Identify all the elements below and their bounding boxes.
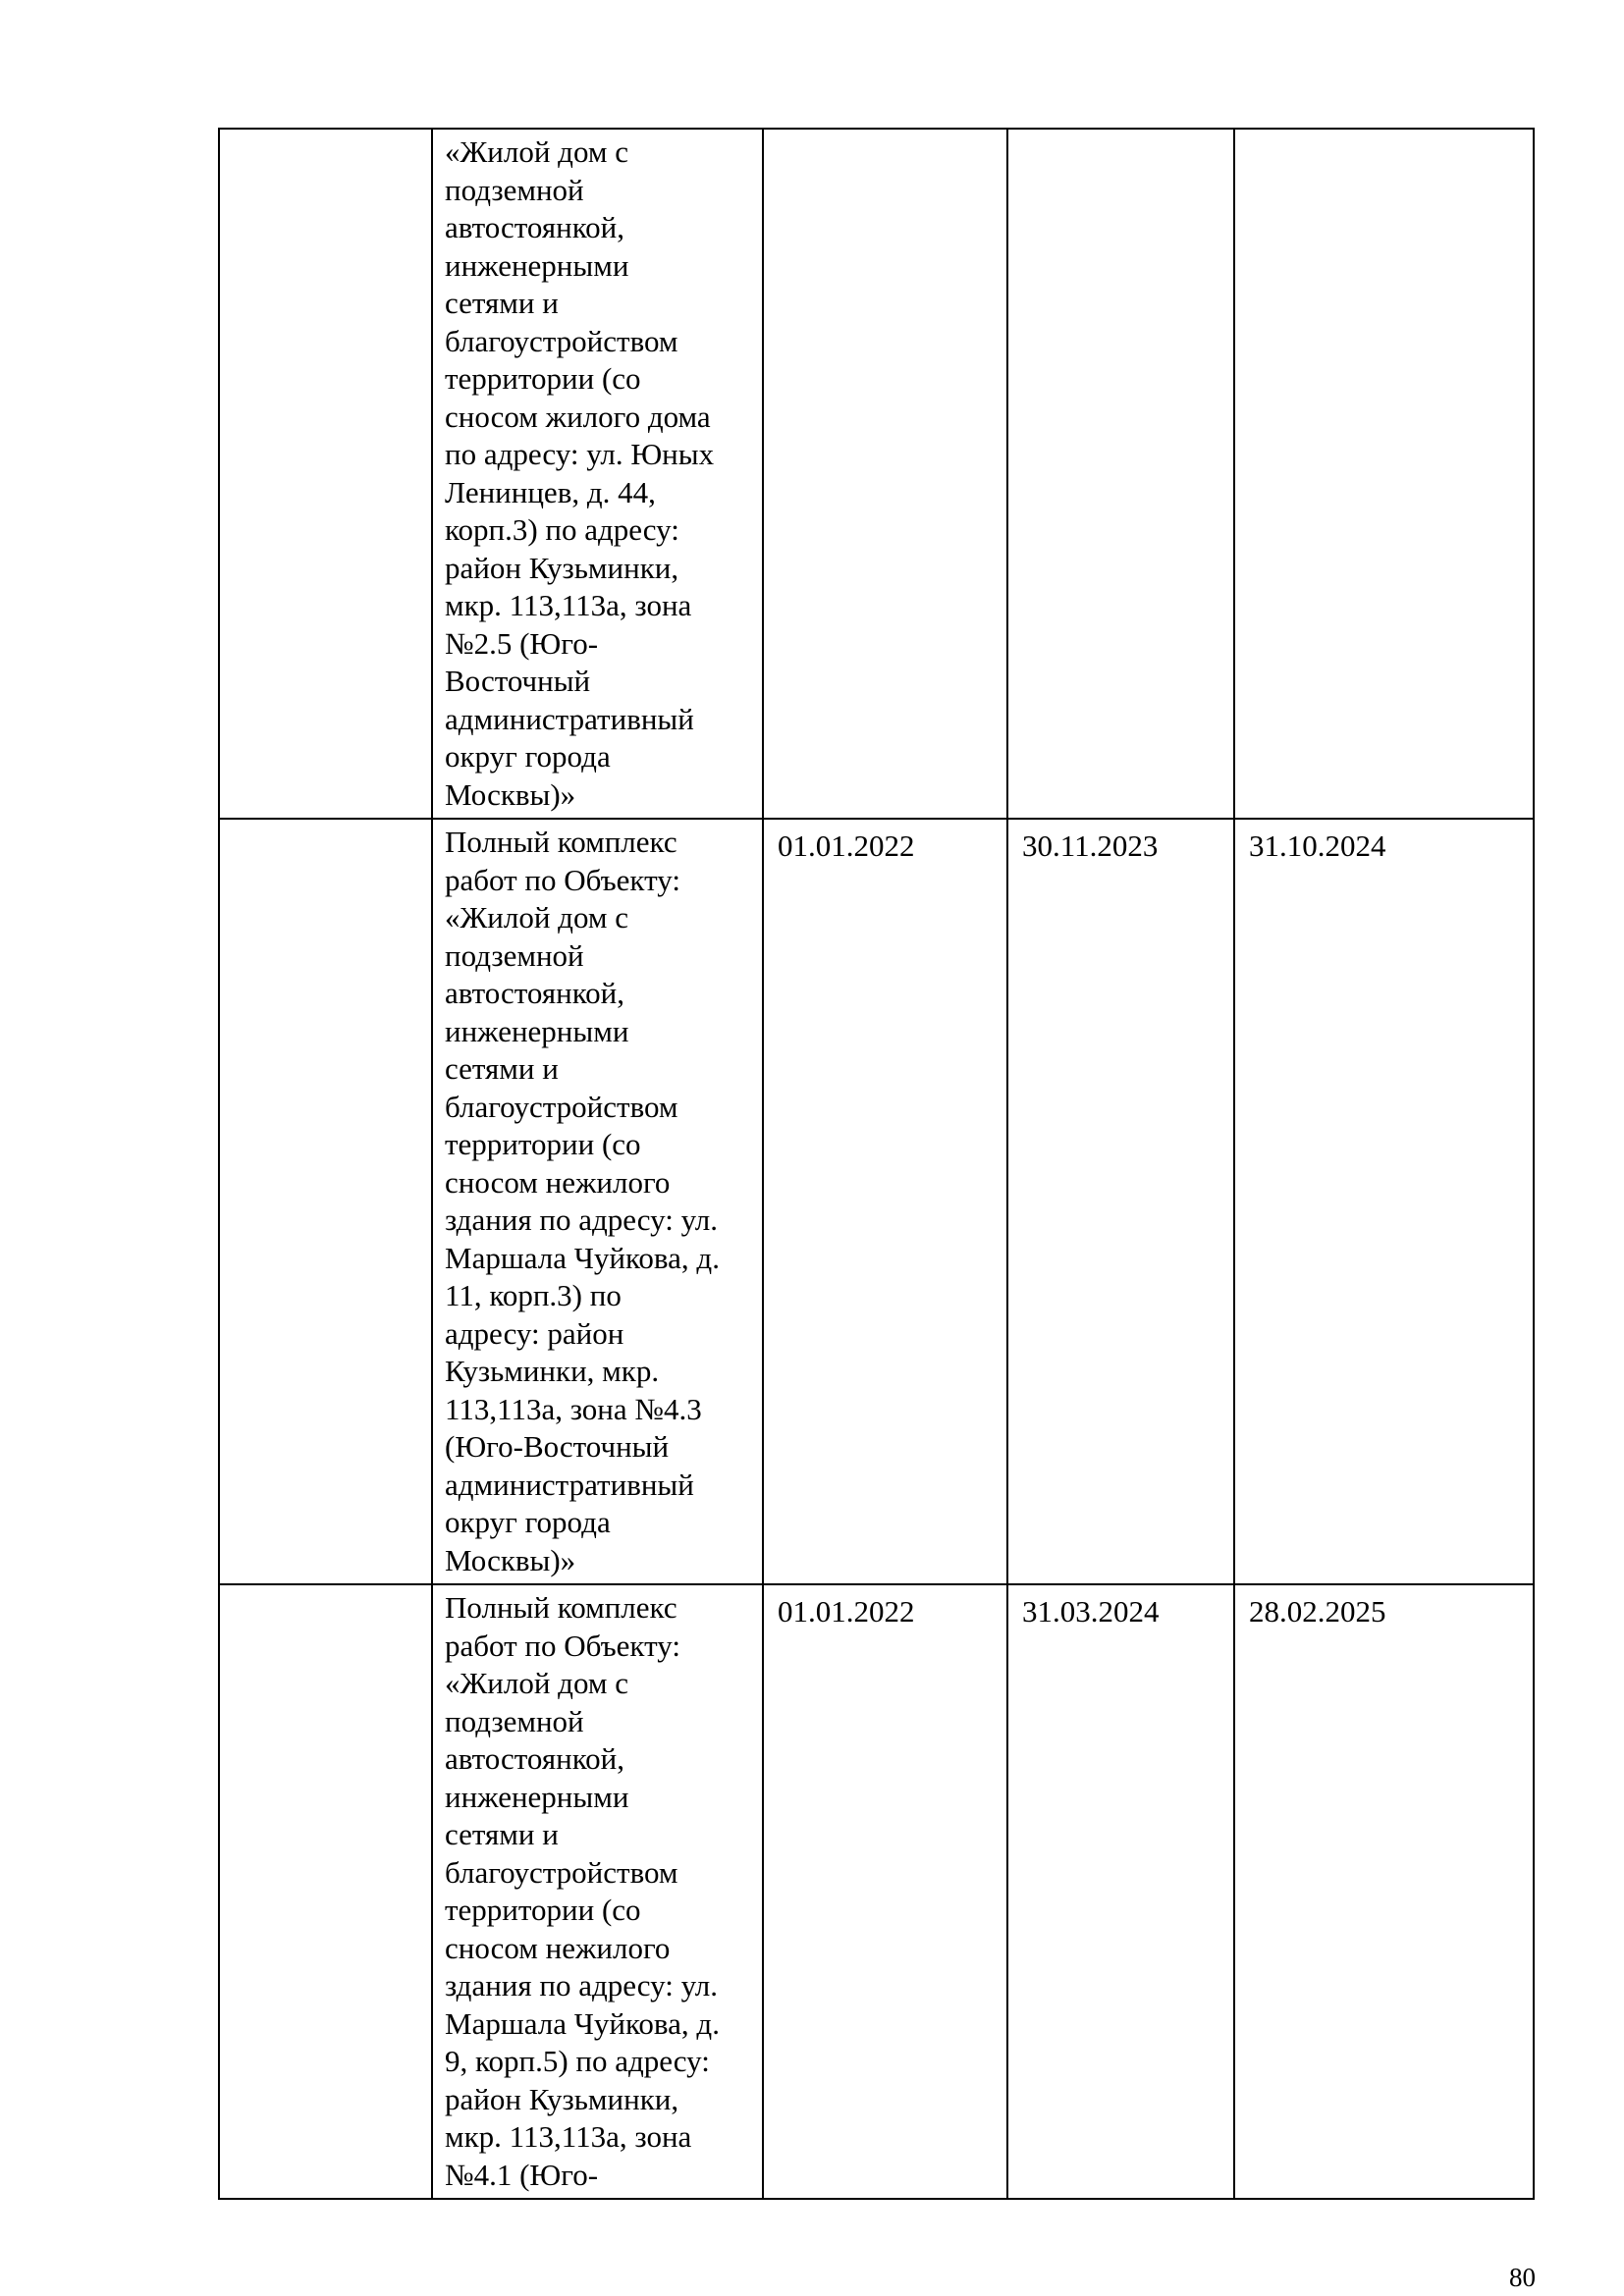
end-date-cell: 28.02.2025 [1234, 1584, 1534, 2199]
work-description-cell: Полный комплекс работ по Объекту: «Жилой дом с подземной автостоянкой, инженерными сетями и благоустройством территории (со сносом нежилого здания по адресу: ул. Маршала Чуйкова, д. 9, корп.5) по адресу: район Кузьминки, мкр. 113,113а, зона №4.1 (Юго- [432, 1584, 763, 2199]
middle-date-cell: 30.11.2023 [1007, 819, 1234, 1584]
work-description-cell: «Жилой дом с подземной автостоянкой, инженерными сетями и благоустройством территории (со сносом жилого дома по адресу: ул. Юных Ленинцев, д. 44, корп.3) по адресу: район Кузьминки, мкр. 113,113а, зона №2.5 (Юго- Восточный административный округ города Москвы)» [432, 129, 763, 819]
number-cell [219, 819, 432, 1584]
work-description-cell: Полный комплекс работ по Объекту: «Жилой дом с подземной автостоянкой, инженерными сетями и благоустройством территории (со сносом нежилого здания по адресу: ул. Маршала Чуйкова, д. 11, корп.3) по адресу: район Кузьминки, мкр. 113,113а, зона №4.3 (Юго-Восточный административный округ города Москвы)» [432, 819, 763, 1584]
start-date-cell: 01.01.2022 [763, 819, 1007, 1584]
page-number: 80 [1509, 2263, 1536, 2292]
middle-date-cell: 31.03.2024 [1007, 1584, 1234, 2199]
start-date-cell: 01.01.2022 [763, 1584, 1007, 2199]
table-row [219, 1584, 1534, 2199]
middle-date-cell [1007, 129, 1234, 819]
end-date-cell [1234, 129, 1534, 819]
end-date-cell: 31.10.2024 [1234, 819, 1534, 1584]
start-date-cell [763, 129, 1007, 819]
number-cell [219, 1584, 432, 2199]
table-row [219, 819, 1534, 1584]
table-row [219, 129, 1534, 819]
works-schedule-table [218, 128, 1535, 2200]
number-cell [219, 129, 432, 819]
